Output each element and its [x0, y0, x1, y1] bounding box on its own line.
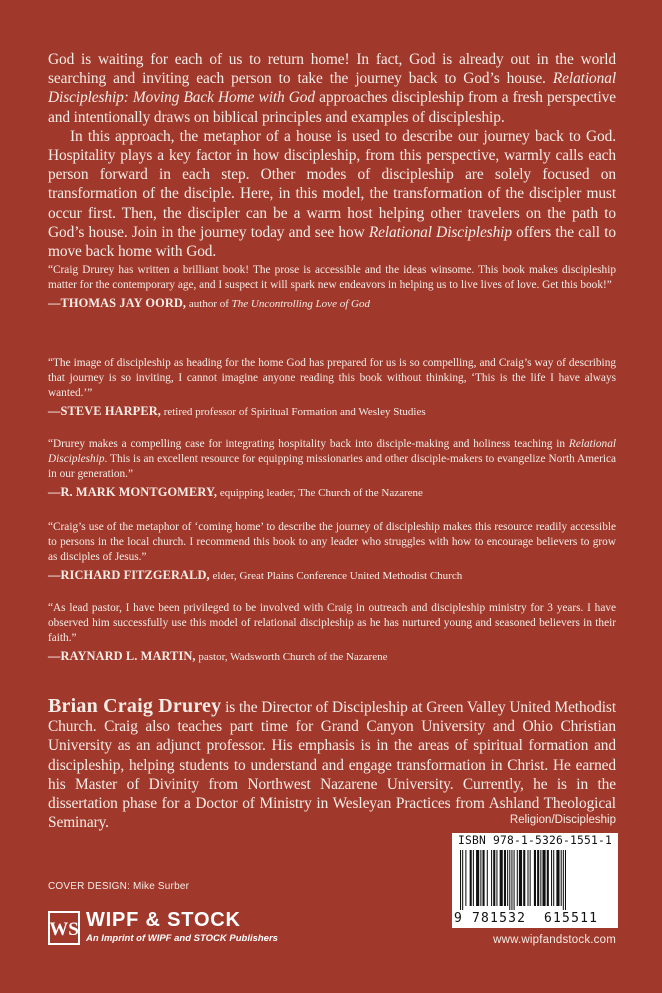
barcode-bar — [509, 850, 510, 910]
barcode-bar — [462, 850, 463, 910]
endorsement-attribution: —RICHARD FITZGERALD, elder, Great Plains Conference United Methodist Church — [48, 568, 463, 582]
barcode-bar — [465, 850, 466, 906]
barcode-bar — [553, 850, 554, 906]
barcode-bar — [480, 850, 481, 906]
barcode-digit-first: 9 — [454, 911, 462, 926]
endorsement-1 — [48, 263, 616, 312]
barcode-bar — [527, 850, 528, 906]
endorsement-2 — [48, 356, 616, 420]
blurb-paragraph-2: In this approach, the metaphor of a house is used to describe our journey back to God. Hospitality plays a key factor in how discipleship, from this perspective, warmly calls each person forward in each step. Other modes of discipleship are solely focused on transformation of the disciple. Here, in this model, the transformation of the discipler must occur first. Then, the discipler can be a warm host helping other travelers on the path to God’s house. Join in the journey today and see how Relational Discipleship offers the call to move back home with God. — [48, 127, 616, 261]
endorsement-3 — [48, 437, 616, 501]
barcode-bars — [458, 850, 612, 910]
barcode-bar — [563, 850, 564, 910]
publisher-tagline: An Imprint of WIPF and STOCK Publishers — [86, 933, 278, 944]
barcode-bar — [540, 850, 541, 906]
barcode-digits-left: 781532 — [472, 911, 527, 926]
endorser-work: The Uncontrolling Love of God — [231, 298, 370, 310]
barcode-bar — [507, 850, 508, 906]
barcode-bar — [530, 850, 531, 906]
endorser-name: —STEVE HARPER, — [48, 404, 161, 418]
publisher-name: WIPF & STOCK — [86, 909, 241, 931]
endorsement-5 — [48, 601, 616, 665]
barcode-bar — [504, 850, 506, 906]
endorsement-quote: “As lead pastor, I have been privileged to be involved with Craig in outreach and discipleship ministry for 3 years. I have observed him successfully use this model of relational discipleship as he has nurtured young and seasoned believers in their faith.” — [48, 602, 616, 644]
barcode-bar — [547, 850, 549, 906]
logo-mark-letters: WS — [49, 919, 79, 940]
barcode-bar — [491, 850, 492, 906]
barcode-bar — [470, 850, 472, 906]
author-bio — [48, 697, 616, 832]
author-name: Brian Craig Drurey — [48, 695, 222, 717]
endorsement-attribution: —RAYNARD L. MARTIN, pastor, Wadsworth Church of the Nazarene — [48, 649, 388, 663]
book-title-short: Relational Discipleship — [368, 223, 512, 241]
endorser-name: —RICHARD FITZGERALD, — [48, 568, 210, 582]
barcode-bar — [487, 850, 488, 906]
endorser-name: —THOMAS JAY OORD, — [48, 296, 187, 310]
isbn-barcode — [452, 833, 618, 928]
barcode-bar — [493, 850, 495, 906]
publisher-website: www.wipfandstock.com — [493, 934, 616, 946]
barcode-bar — [519, 850, 522, 906]
book-title: Relational Discipleship: Moving Back Home with God — [48, 70, 616, 107]
barcode-bar — [514, 850, 515, 910]
barcode-bar — [476, 850, 479, 906]
barcode-bar — [482, 850, 484, 906]
endorsement-attribution: —THOMAS JAY OORD, author of The Uncontrolling Love of God — [48, 296, 370, 310]
isbn-number: ISBN 978-1-5326-1551-1 — [457, 834, 613, 847]
barcode-bar — [500, 850, 503, 906]
barcode-bar — [556, 850, 559, 906]
endorsement-quote: “Craig Drurey has written a brilliant book! The prose is accessible and the ideas winsome. This book makes discipleship matter for the contemporary age, and I suspect it will spark new endeavors in helping us to live lives of love. Get this book!” — [48, 264, 616, 291]
endorsement-4 — [48, 520, 616, 584]
endorsement-quote: “The image of discipleship as heading for the home God has prepared for us is so compelling, and Craig’s way of describing that journey is so inviting, I cannot imagine anyone reading this book without thinking, ‘This is the life I have always wanted.’” — [48, 357, 616, 399]
barcode-bar — [561, 850, 562, 906]
barcode-bar — [460, 850, 461, 910]
back-cover-blurb — [48, 50, 616, 261]
barcode-bar — [496, 850, 497, 906]
barcode-bar — [523, 850, 525, 906]
barcode-bar — [473, 850, 474, 906]
barcode-bar — [534, 850, 536, 906]
cover-design-credit: COVER DESIGN: Mike Surber — [48, 881, 190, 892]
barcode-bar — [537, 850, 539, 906]
barcode-bar — [551, 850, 552, 906]
endorsement-quote: “Drurey makes a compelling case for integrating hospitality back into disciple-making and holiness teaching in Relational Discipleship. This is an excellent resource for equipping missionaries and other disciple-makers to evangelize North America in our generation.” — [48, 438, 616, 480]
wipf-stock-mark-icon — [48, 911, 80, 945]
barcode-bar — [542, 850, 545, 906]
endorsement-attribution: —R. MARK MONTGOMERY, equipping leader, The Church of the Nazarene — [48, 485, 423, 499]
author-bio-text: is the Director of Discipleship at Green Valley United Methodist Church. Craig also teaches part time for Grand Canyon University and Ohio Christian University as an adjunct professor. His emphasis is in the areas of spiritual formation and discipleship, helping students to understand and engage transformation in Christ. He earned his Master of Divinity from Northwest Nazarene University. Currently, he is in the dissertation phase for a Doctor of Ministry in Wesleyan Practices from Ashland Theological Seminary. — [48, 699, 616, 832]
blurb-paragraph-1: God is waiting for each of us to return home! In fact, God is already out in the world searching and inviting each person to take the journey back to God’s house. Relational Discipleship: Moving Back Home with God approaches discipleship from a fresh perspective and intentionally draws on biblical principles and examples of discipleship. — [48, 51, 616, 126]
barcode-bar — [565, 850, 566, 910]
category-label: Religion/Discipleship — [509, 814, 616, 826]
publisher-logo — [48, 911, 278, 945]
barcode-bar — [517, 850, 518, 906]
endorser-name: —R. MARK MONTGOMERY, — [48, 485, 218, 499]
endorsement-attribution: —STEVE HARPER, retired professor of Spiritual Formation and Wesley Studies — [48, 404, 426, 418]
endorsement-quote: “Craig’s use of the metaphor of ‘coming home’ to describe the journey of discipleship makes this resource readily accessible to persons in the local church. I recommend this book to any leader who struggles with how to encourage believers to grow as disciples of Jesus.” — [48, 521, 616, 563]
barcode-digits-right: 615511 — [544, 911, 599, 926]
barcode-bar — [511, 850, 512, 910]
endorser-name: —RAYNARD L. MARTIN, — [48, 649, 196, 663]
